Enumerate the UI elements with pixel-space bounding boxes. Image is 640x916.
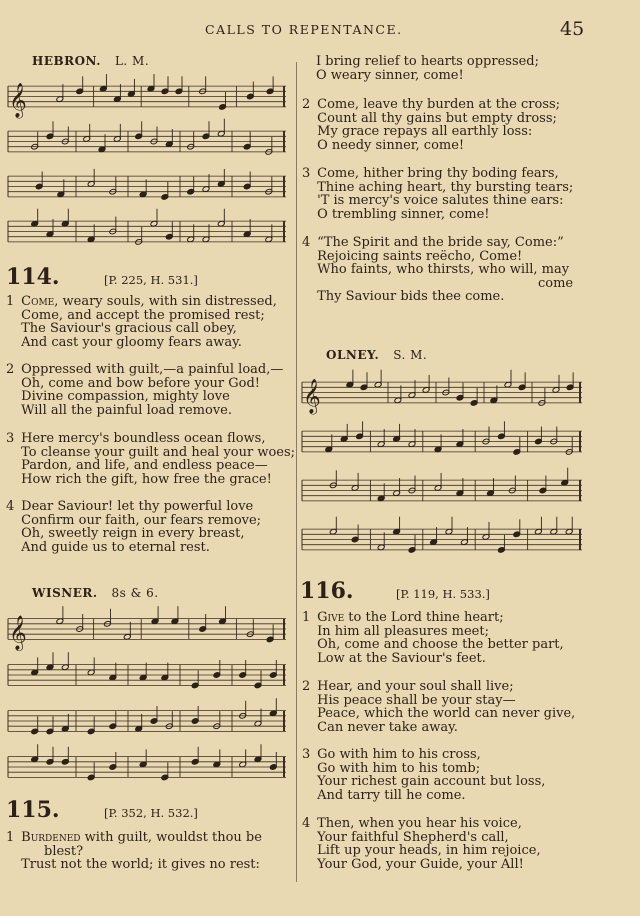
tune-meter: L. M. — [114, 54, 150, 68]
verse-line: Count all thy gains but empty dross; — [317, 110, 557, 126]
stanza — [302, 748, 545, 802]
stanza — [6, 831, 262, 872]
verse-line: Rejoicing saints reëcho, Come! — [317, 248, 523, 264]
tune-name: HEBRON. — [32, 54, 101, 68]
stanza — [6, 500, 261, 554]
header-title: CALLS TO REPENTANCE. — [205, 22, 403, 37]
stanza-number: 4 — [302, 816, 311, 831]
stanza — [302, 236, 573, 304]
verse-line: My grace repays all earthly loss: — [317, 124, 533, 139]
verse-line: And tarry till he come. — [317, 787, 466, 803]
verse-line: Go with him to his cross, — [317, 747, 481, 762]
verse-line: Come, hither bring thy boding fears, — [317, 166, 559, 181]
tune-title-wisner — [32, 586, 159, 600]
stanza-continued — [316, 55, 539, 82]
verse-line: Come, and accept the promised rest; — [21, 307, 265, 323]
music-staff — [6, 74, 288, 254]
verse-initial: Burdened — [21, 830, 81, 845]
verse-line: To cleanse your guilt and heal your woes; — [21, 444, 296, 460]
verse-line: with guilt, wouldst thou be — [80, 830, 262, 845]
verse-line: Oh, sweetly reign in every breast, — [21, 526, 245, 541]
tune-title-hebron — [32, 54, 149, 68]
verse-line: Here mercy's boundless ocean flows, — [21, 431, 266, 446]
verse-line: come — [538, 275, 574, 291]
verse-line: Your God, your Guide, your All! — [317, 856, 524, 872]
verse-line: Pardon, and life, and endless peace— — [21, 458, 268, 473]
stanza-number: 1 — [302, 610, 311, 625]
verse-line: Trust not the world; it gives no rest: — [21, 857, 260, 872]
verse-line: O needy sinner, come! — [317, 137, 465, 153]
verse-line: Lift up your heads, in him rejoice, — [317, 843, 541, 858]
stanza — [302, 98, 560, 152]
verse-line: Then, when you hear his voice, — [317, 816, 522, 831]
verse-line: And cast your gloomy fears away. — [21, 334, 242, 350]
stanza — [302, 680, 575, 734]
verse-line: “The Spirit and the bride say, Come:” — [317, 235, 564, 250]
verse-line: Your faithful Shepherd's call, — [317, 829, 509, 845]
stanza-number: 2 — [302, 97, 311, 112]
music-staff — [300, 368, 584, 564]
stanza-number: 3 — [302, 747, 311, 762]
stanza-number: 3 — [302, 166, 311, 181]
verse-line: Oppressed with guilt,—a painful load,— — [21, 362, 284, 377]
music-staff — [6, 606, 288, 790]
stanza — [302, 611, 564, 665]
left-column — [0, 0, 296, 916]
column-divider — [296, 62, 297, 882]
tune-title-olney — [326, 348, 427, 362]
verse-line: Who faints, who thirsts, who will, may — [317, 262, 570, 277]
tune-meter: S. M. — [393, 348, 428, 362]
verse-line: In him all pleasures meet; — [317, 623, 489, 639]
stanza-number: 4 — [302, 235, 311, 250]
verse-line: Dear Saviour! let thy powerful love — [21, 499, 254, 514]
right-column — [298, 0, 640, 916]
stanza — [6, 432, 295, 486]
verse-line: 'T is mercy's voice salutes thine ears: — [317, 193, 564, 208]
stanza-number: 3 — [6, 431, 15, 446]
verse-line: The Saviour's gracious call obey, — [21, 321, 237, 336]
verse-line: Divine compassion, mighty love — [21, 389, 230, 404]
verse-line: Go with him to his tomb; — [317, 760, 481, 776]
page-number: 45 — [560, 18, 585, 40]
verse-line: O trembling sinner, come! — [317, 206, 490, 222]
verse-line: His peace shall be your stay— — [317, 692, 516, 708]
hymn-number: 116. — [300, 578, 354, 604]
verse-line: Can never take away. — [317, 719, 458, 735]
hymn-reference: [P. 119, H. 533.] — [396, 587, 490, 601]
verse-line: Oh, come and bow before your God! — [21, 375, 261, 391]
stanza-number: 4 — [6, 499, 15, 514]
hymn-number: 115. — [6, 797, 60, 823]
svg-text:𝄞: 𝄞 — [9, 615, 27, 651]
stanza — [6, 363, 283, 417]
verse-line: Your richest gain account but loss, — [317, 774, 546, 789]
tune-meter: 8s & 6. — [111, 586, 159, 600]
verse-initial: Give — [317, 610, 345, 625]
hymn-number: 114. — [6, 264, 60, 290]
stanza — [302, 167, 573, 221]
stanza — [6, 295, 277, 349]
verse-line: Confirm our faith, our fears remove; — [21, 512, 262, 528]
verse-line: weary souls, with sin distressed, — [58, 294, 277, 309]
verse-line: Thy Saviour bids thee come. — [317, 289, 505, 304]
verse-line: O weary sinner, come! — [316, 67, 464, 83]
verse-line: Low at the Saviour's feet. — [317, 650, 486, 666]
stanza-number: 2 — [6, 362, 15, 377]
verse-line: Come, leave thy burden at the cross; — [317, 97, 561, 112]
verse-line: Oh, come and choose the better part, — [317, 637, 564, 652]
verse-line: Thine aching heart, thy bursting tears; — [317, 179, 574, 195]
stanza-number: 1 — [6, 830, 15, 845]
hymn-reference: [P. 352, H. 532.] — [104, 806, 198, 820]
verse-line: I bring relief to hearts oppressed; — [316, 54, 540, 69]
verse-line: Hear, and your soul shall live; — [317, 679, 514, 694]
svg-text:𝄞: 𝄞 — [9, 82, 27, 118]
stanza — [302, 817, 541, 871]
tune-name: OLNEY. — [326, 348, 380, 362]
svg-text:𝄞: 𝄞 — [303, 378, 321, 414]
tune-name: WISNER. — [32, 586, 98, 600]
verse-line: to the Lord thine heart; — [344, 610, 504, 625]
stanza-number: 1 — [6, 294, 15, 309]
verse-initial: Come, — [21, 294, 59, 309]
verse-line: blest? — [44, 843, 84, 859]
verse-line: How rich the gift, how free the grace! — [21, 471, 272, 487]
stanza-number: 2 — [302, 679, 311, 694]
verse-line: Will all the painful load remove. — [21, 402, 232, 418]
verse-line: And guide us to eternal rest. — [21, 539, 210, 555]
verse-line: Peace, which the world can never give, — [317, 706, 576, 721]
hymn-reference: [P. 225, H. 531.] — [104, 273, 198, 287]
